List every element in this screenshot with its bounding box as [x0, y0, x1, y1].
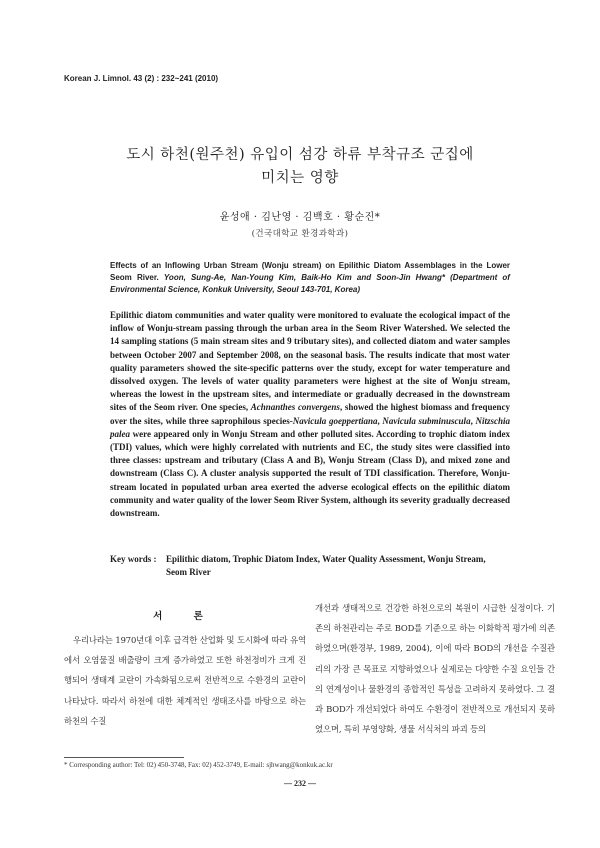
english-affiliation: (Department of Environmental Science, Konkuk University, Seoul 143-701, Korea) — [110, 273, 510, 294]
korean-affiliation: (건국대학교 환경과학과) — [251, 229, 349, 239]
species-name: Navicula goeppertiana — [292, 415, 378, 426]
section-heading-introduction: 서 론 — [153, 611, 217, 622]
english-title: Effects of an Inflowing Urban Stream (Wonju stream) on Epilithic Diatom Assemblages in the Lower Seom River. — [110, 261, 510, 282]
abstract-text-4: , — [470, 415, 476, 426]
species-name: Nitzschia palea — [110, 415, 511, 439]
footnote-divider — [64, 757, 184, 758]
abstract-text-3: , — [377, 415, 383, 426]
english-authors: Yoon, Sung-Ae, Nan-Young Kim, Baik-Ho Kim and Soon-Jin Hwang* — [163, 273, 445, 282]
species-name: Navicula subminuscula — [382, 415, 471, 426]
corresponding-author-footnote: * Corresponding author: Tel: 02) 450-3748, Fax: 02) 452-3749, E-mail: sjhwang@konkuk.ac.kr — [64, 761, 333, 769]
abstract-text-2: , showed the highest biomass and frequency over the sites, while three saprophilous species- — [110, 402, 510, 426]
journal-reference: Korean J. Limnol. 43 (2) : 232~241 (2010) — [64, 74, 219, 83]
korean-authors: 윤성애 · 김난영 · 김백호 · 황순진* — [219, 212, 381, 223]
page-number: — 232 — — [284, 779, 316, 788]
english-title-block — [110, 260, 510, 296]
abstract-text-5: were appeared only in Wonju Stream and other polluted sites. According to trophic diatom index (TDI) values, which were highly correlated with nutrients and EC, the study sites were classified into three classes: upstream and tributary (Class A and B), Wonju Stream (Class D), and mixed zone and downstream (Class C). A cluster analysis supported the result of TDI classification. Therefore, Wonju-stream located in populated urban area exerted the adverse ecological effects on the epilithic diatom community and water quality of the lower Seom River System, although its severity gradually decreased downstream. — [110, 428, 510, 519]
abstract-text-1: Epilithic diatom communities and water quality were monitored to evaluate the ecological impact of the inflow of Wonju-stream passing through the urban area in the Seom River Watershed. We selected the 14 sampling stations (5 main stream sites and 9 tributary sites), and collected diatom and water samples between October 2007 and September 2008, on the seasonal basis. The results indicate that most water quality parameters showed the site-specific patterns over the study, except for water temperature and dissolved oxygen. The levels of water quality parameters were highest at the site of Wonju stream, whereas the lowest in the upstream sites, and intermediate or gradually decreased in the downstream sites of the Seom river. One species, — [110, 310, 510, 413]
keywords-label: Key words : — [110, 554, 157, 564]
intro-left-column: 우리나라는 1970년대 이후 급격한 산업화 및 도시화에 따라 유역에서 오염물질 배출량이 크게 증가하였고 또한 하천정비가 크게 진행되어 생태계 교란이 가속화됨으로써 전반적으로 수환경의 교란이 나타났다. 따라서 하천에 대한 체계적인 생태조사를 바탕으로 하는 하천의 수질 — [64, 635, 306, 726]
korean-title-line-2: 미치는 영향 — [261, 170, 339, 186]
intro-right-column: 개선과 생태적으로 건강한 하천으로의 복원이 시급한 실정이다. 기존의 하천관리는 주로 BOD를 기준으로 하는 이화학적 평가에 의존하였으며(환경부, 1989, 2004), 이에 따라 BOD의 개선을 수질관리의 가장 큰 목표로 지향하였으나 실제로는 다양한 수질 요인들 간의 연계성이나 물환경의 종합적인 특성을 고려하지 못하였다. 그 결과 BOD가 개선되었다 하여도 수환경이 전반적으로 개선되지 못하였으며, 특히 부영양화, 생물 서식처의 파괴 등의 — [315, 603, 555, 735]
species-name: Achnanthes convergens — [250, 402, 340, 413]
keywords — [110, 553, 510, 579]
abstract — [110, 309, 510, 520]
korean-title-line-1: 도시 하천(원주천) 유입이 섬강 하류 부착규조 군집에 — [126, 147, 474, 163]
keywords-text: Epilithic diatom, Trophic Diatom Index, Water Quality Assessment, Wonju Stream, Seom River — [166, 554, 486, 577]
